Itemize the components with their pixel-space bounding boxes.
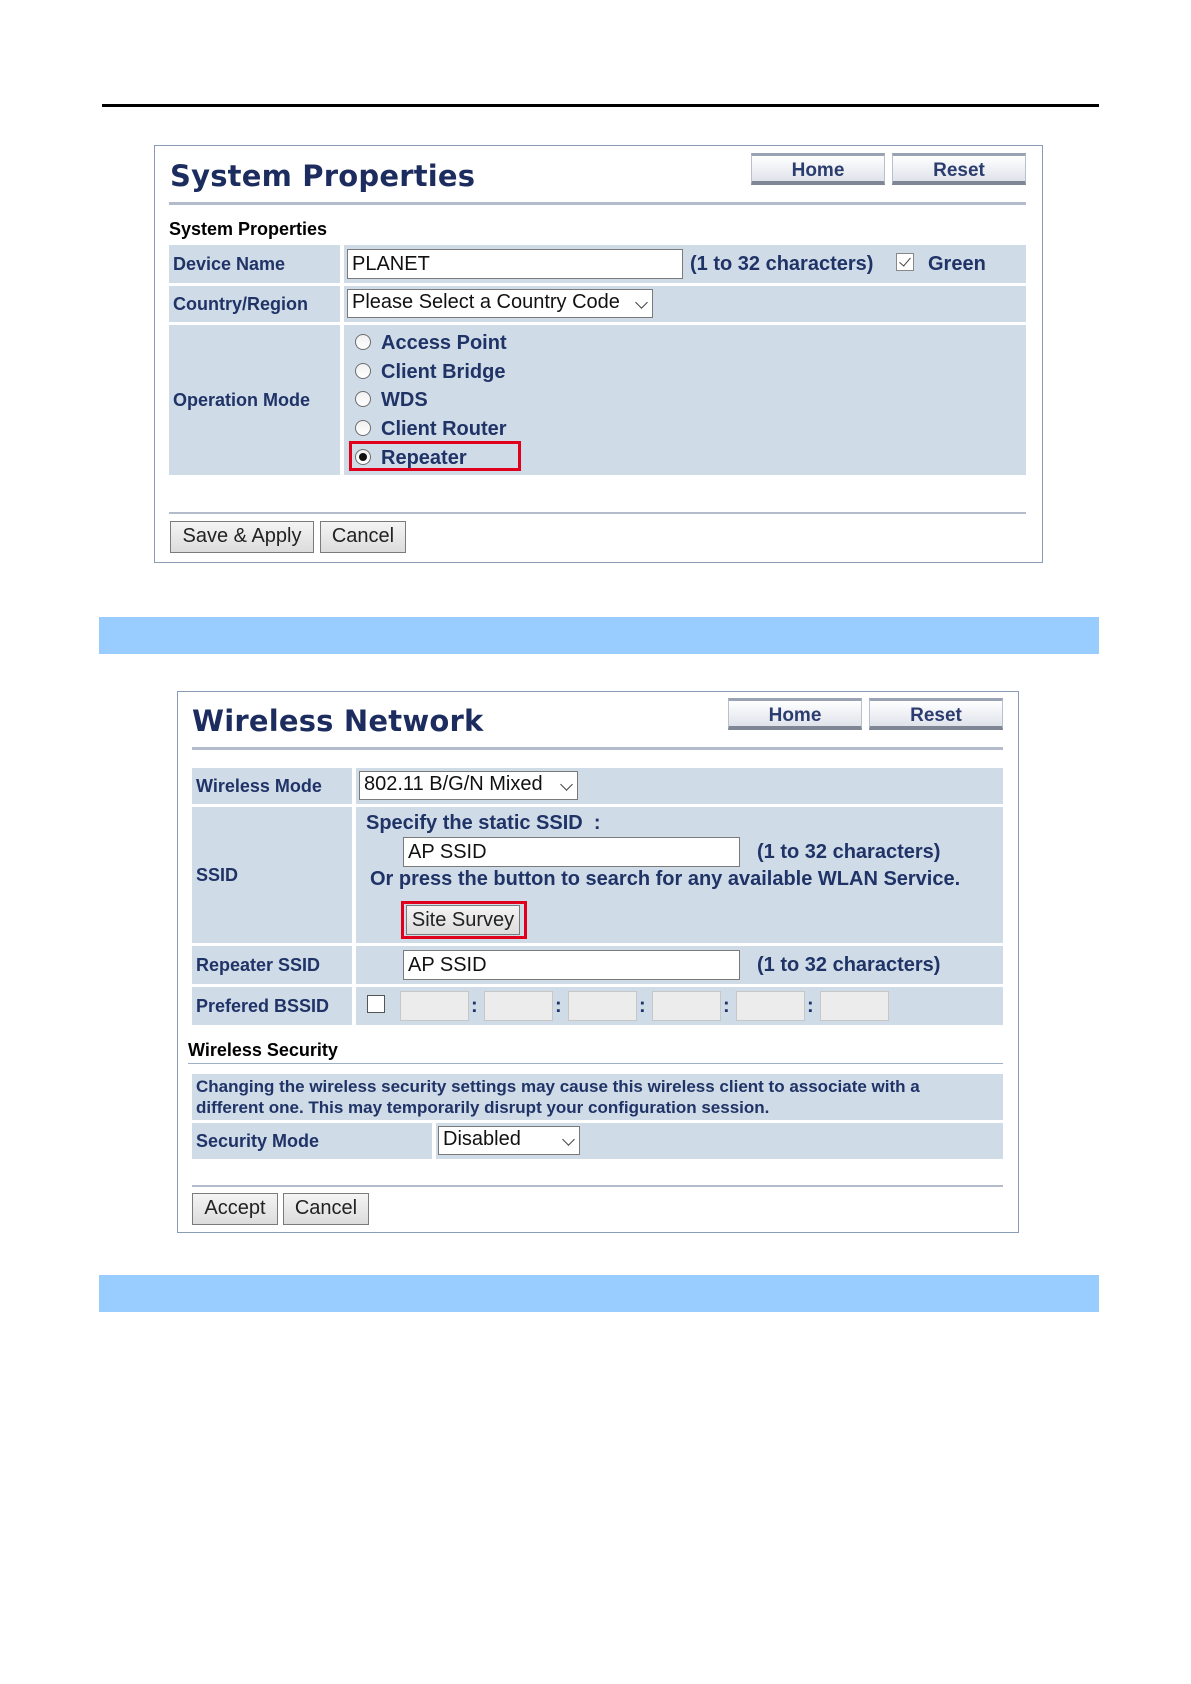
option-client-router: Client Router — [381, 418, 507, 440]
security-mode-value: Disabled — [443, 1128, 521, 1150]
option-client-bridge: Client Bridge — [381, 361, 506, 383]
bssid-octet-4[interactable] — [652, 991, 721, 1021]
radio-wds[interactable] — [355, 391, 371, 407]
chevron-down-icon — [635, 296, 648, 309]
country-region-cell — [344, 286, 1026, 322]
system-properties-panel — [154, 145, 1043, 563]
page-top-rule — [102, 104, 1099, 107]
ssid-label: SSID — [192, 807, 352, 943]
bssid-octet-5[interactable] — [736, 991, 805, 1021]
wireless-mode-select[interactable] — [359, 771, 578, 800]
operation-mode-label: Operation Mode — [169, 325, 340, 475]
bssid-octet-1[interactable] — [400, 991, 469, 1021]
security-divider — [188, 1063, 1003, 1064]
section-caption: System Properties — [169, 219, 328, 239]
operation-mode-cell — [344, 325, 1026, 475]
security-mode-label: Security Mode — [192, 1123, 432, 1159]
device-name-cell — [344, 245, 1026, 283]
option-access-point: Access Point — [381, 332, 507, 354]
security-note-line2: different one. This may temporarily disrupt your configuration session. — [196, 1098, 770, 1117]
page-title: System Properties — [170, 159, 476, 193]
preferred-bssid-cell — [356, 987, 1003, 1025]
preferred-bssid-label: Prefered BSSID — [192, 987, 352, 1025]
accept-button[interactable]: Accept — [192, 1193, 278, 1225]
bssid-separator: : — [723, 995, 730, 1017]
repeater-ssid-input[interactable] — [403, 950, 740, 980]
cancel-button[interactable]: Cancel — [320, 521, 406, 553]
radio-client-router[interactable] — [355, 420, 371, 436]
home-button[interactable]: Home — [751, 153, 885, 185]
reset-button[interactable]: Reset — [869, 698, 1003, 730]
chevron-down-icon — [562, 1133, 575, 1146]
bssid-octet-3[interactable] — [568, 991, 637, 1021]
repeater-highlight-box — [349, 441, 521, 471]
security-note — [192, 1074, 1003, 1120]
page-title: Wireless Network — [192, 704, 484, 738]
repeater-ssid-hint: (1 to 32 characters) — [757, 954, 941, 976]
bssid-separator: : — [639, 995, 646, 1017]
site-survey-highlight-box — [401, 901, 527, 939]
chevron-down-icon — [560, 778, 573, 791]
ssid-specify-text: Specify the static SSID : — [366, 812, 601, 834]
repeater-ssid-label: Repeater SSID — [192, 946, 352, 984]
header-divider — [169, 202, 1026, 205]
save-apply-button[interactable]: Save & Apply — [170, 521, 314, 553]
wireless-security-caption: Wireless Security — [188, 1040, 338, 1060]
radio-access-point[interactable] — [355, 334, 371, 350]
device-name-label: Device Name — [169, 245, 340, 283]
option-wds: WDS — [381, 389, 428, 411]
security-mode-cell — [436, 1123, 1003, 1159]
option-repeater: Repeater — [381, 447, 467, 469]
preferred-bssid-checkbox[interactable] — [367, 995, 385, 1013]
country-select-value: Please Select a Country Code — [352, 291, 620, 313]
wireless-mode-value: 802.11 B/G/N Mixed — [364, 773, 543, 795]
footer-divider — [169, 512, 1026, 514]
bssid-separator: : — [555, 995, 562, 1017]
bssid-separator: : — [807, 995, 814, 1017]
ssid-cell — [356, 807, 1003, 943]
radio-client-bridge[interactable] — [355, 363, 371, 379]
bssid-separator: : — [471, 995, 478, 1017]
caption-band-2 — [99, 1275, 1099, 1312]
country-region-label: Country/Region — [169, 286, 340, 322]
reset-button[interactable]: Reset — [892, 153, 1026, 185]
site-survey-button[interactable]: Site Survey — [406, 905, 520, 935]
bssid-octet-6[interactable] — [820, 991, 889, 1021]
green-checkbox[interactable] — [896, 253, 914, 271]
ssid-input[interactable] — [403, 837, 740, 867]
security-note-line1: Changing the wireless security settings may cause this wireless client to associate with a — [196, 1077, 920, 1096]
header-divider — [192, 747, 1003, 750]
checkmark-icon — [899, 254, 911, 266]
device-name-input[interactable] — [347, 249, 683, 279]
wireless-mode-cell — [356, 768, 1003, 804]
bssid-octet-2[interactable] — [484, 991, 553, 1021]
wireless-mode-label: Wireless Mode — [192, 768, 352, 804]
ssid-hint: (1 to 32 characters) — [757, 841, 941, 863]
footer-divider — [192, 1185, 1003, 1187]
ssid-search-text: Or press the button to search for any available WLAN Service. — [370, 868, 961, 890]
green-label: Green — [928, 253, 986, 275]
home-button[interactable]: Home — [728, 698, 862, 730]
caption-band-1 — [99, 617, 1099, 654]
device-name-hint: (1 to 32 characters) — [690, 253, 874, 275]
security-mode-select[interactable] — [438, 1126, 580, 1155]
wireless-network-panel — [177, 691, 1019, 1233]
cancel-button[interactable]: Cancel — [283, 1193, 369, 1225]
country-select[interactable] — [347, 289, 653, 318]
repeater-ssid-cell — [356, 946, 1003, 984]
